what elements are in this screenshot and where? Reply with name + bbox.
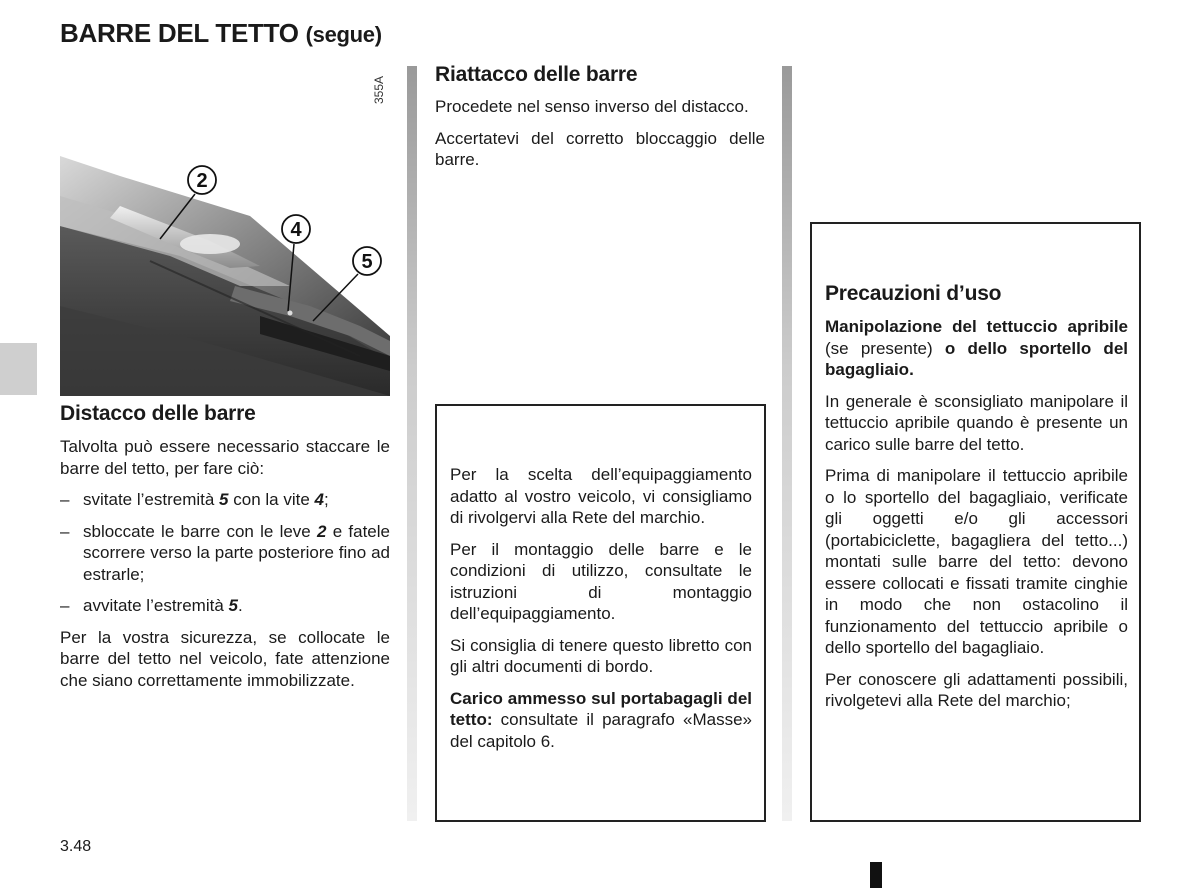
info-text-1: Per la scelta dell’equipaggiamento adatto al vostro veicolo, vi consigliamo di rivolgervi alla Rete del marchio.: [450, 465, 752, 527]
precautions-text-2: Prima di manipolare il tettuccio apribile o lo sportello del bagagliaio, verificate gli oggetti e/o gli accessori (portabiciclette, bagagliera del tetto...) montati sulle barre del tetto: devono essere collocati e fissati tramite cinghie in modo che non ostacolino il funzionamento del tettuccio apribile o dello sportello del bagagliaio.: [825, 466, 1128, 657]
info-text-2: Per il montaggio delle barre e le condizioni di utilizzo, consultate le istruzioni di montaggio dell’equipaggiamento.: [450, 539, 752, 623]
column-divider-left: [407, 66, 417, 821]
precautions-text-3: Per conoscere gli adattamenti possibili, rivolgetevi alla Rete del marchio;: [825, 669, 1128, 710]
detach-intro: Talvolta può essere necessario staccare le barre del tetto, per fare ciò:: [60, 437, 390, 478]
precautions-box: [810, 222, 1141, 822]
callout-label-4: 4: [290, 219, 302, 241]
precautions-text-1: In generale è sconsigliato manipolare il tettuccio apribile quando è presente un carico sulle barre del tetto.: [825, 391, 1128, 454]
page-title: [60, 18, 382, 49]
info-text-3: Si consiglia di tenere questo libretto con gli altri documenti di bordo.: [450, 635, 752, 676]
page-title-subtitle: (segue): [305, 22, 382, 47]
callout-label-5: 5: [361, 251, 373, 273]
roof-bar-figure: [60, 156, 390, 396]
reattach-section: [435, 63, 765, 181]
roof-bar-illustration: [60, 156, 390, 396]
detach-section: [60, 402, 390, 701]
callout-label-2: 2: [196, 170, 208, 192]
figure-ref-code: 355A: [372, 75, 386, 104]
chapter-thumb-tab: [0, 343, 37, 395]
detach-step: – avvitate l’estremità 5.: [60, 596, 243, 615]
precautions-heading: Precauzioni d’uso: [825, 282, 1002, 305]
detach-safety-note: Per la vostra sicurezza, se collocate le barre del tetto nel veicolo, fate attenzione che siano correttamente immobilizzate.: [60, 627, 390, 690]
equipment-info-box: [435, 404, 766, 822]
crop-mark: [870, 862, 882, 888]
column-divider-right: [782, 66, 792, 821]
page-title-main: BARRE DEL TETTO: [60, 18, 299, 48]
reattach-text-1: Procedete nel senso inverso del distacco.: [435, 97, 749, 116]
precautions-lead: Manipolazione del tettuccio apribile (se presente) o dello sportello del bagagliaio.: [825, 317, 1128, 379]
page-number: 3.48: [60, 838, 92, 855]
detach-heading: Distacco delle barre: [60, 402, 256, 425]
reattach-text-2: Accertatevi del corretto bloccaggio delle barre.: [435, 128, 765, 169]
info-text-4: Carico ammesso sul portabagagli del tetto: consultate il paragrafo «Masse» del capitolo 6.: [450, 688, 752, 751]
reattach-heading: Riattacco delle barre: [435, 63, 638, 86]
detach-step: – sbloccate le barre con le leve 2 e fatele scorrere verso la parte posteriore fino ad estrarle;: [60, 521, 390, 584]
detach-step: – svitate l’estremità 5 con la vite 4;: [60, 490, 329, 509]
